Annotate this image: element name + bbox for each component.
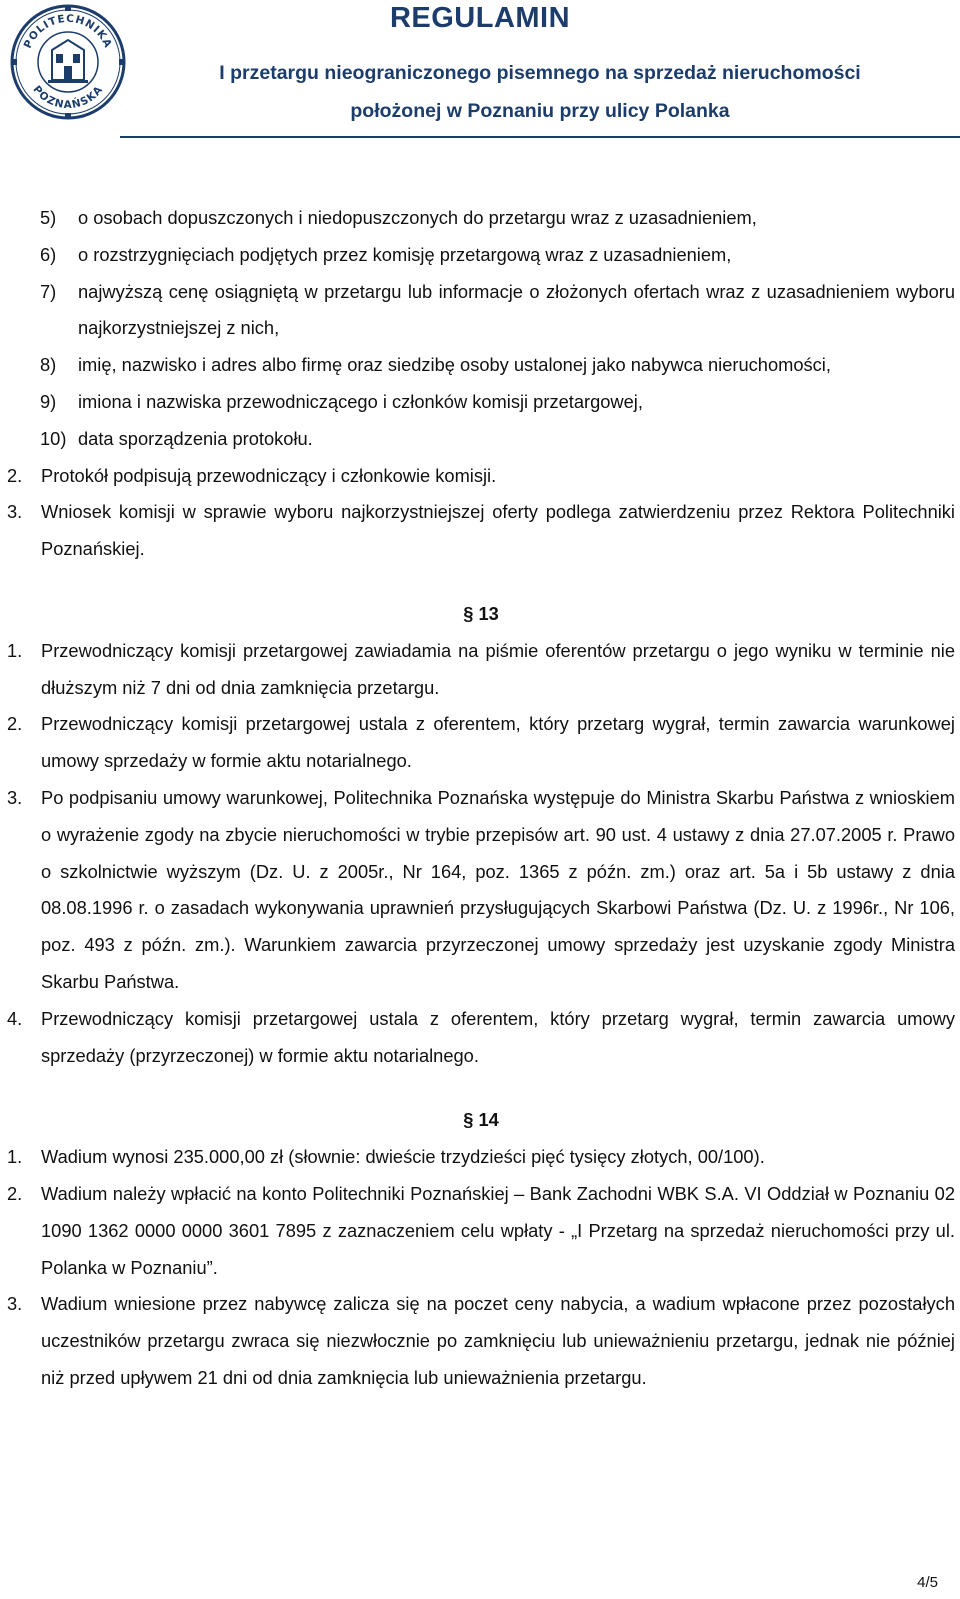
page-number: 4/5 bbox=[917, 1574, 938, 1591]
logo-text-top: POLITECHNIKA bbox=[21, 12, 115, 51]
list-item: 1. Wadium wynosi 235.000,00 zł (słownie: dwieście trzydzieści pięć tysięcy złotych, 00/100). bbox=[7, 1146, 765, 1168]
list-item: 9) imiona i nazwiska przewodniczącego i członków komisji przetargowej, bbox=[40, 390, 643, 412]
document-subtitle-line1: I przetargu nieograniczonego pisemnego na sprzedaż nieruchomości bbox=[219, 62, 861, 84]
list-item: 6) o rozstrzygnięciach podjętych przez komisję przetargową wraz z uzasadnieniem, bbox=[40, 243, 732, 265]
logo-text-bottom: POZNAŃSKA bbox=[30, 83, 106, 112]
section-13-heading: § 13 bbox=[463, 602, 499, 624]
section-14-heading: § 14 bbox=[463, 1109, 499, 1131]
header-divider bbox=[120, 136, 960, 138]
list-item: 7) najwyższą cenę osiągniętą w przetargu lub informacje o złożonych ofertach wraz z uzasadnieniem wyboru najkorzystniejszej z nich, bbox=[40, 280, 955, 339]
list-item: 2. Wadium należy wpłacić na konto Politechniki Poznańskiej – Bank Zachodni WBK S.A. VI Oddział w Poznaniu 02 1090 1362 0000 0000 3601 7895 z zaznaczeniem celu wpłaty - „I Przetarg na sprzedaż nieruchomości przy ul. Polanka w Poznaniu”. bbox=[7, 1182, 955, 1278]
document-header bbox=[0, 0, 960, 140]
document-subtitle-line2: położonej w Poznaniu przy ulicy Polanka bbox=[350, 100, 730, 122]
list-item: 2. Protokół podpisują przewodniczący i członkowie komisji. bbox=[7, 464, 497, 486]
list-item: 4. Przewodniczący komisji przetargowej ustala z oferentem, który przetarg wygrał, termin zawarcia umowy sprzedaży (przyrzeczonej) w formie aktu notarialnego. bbox=[7, 1007, 955, 1066]
list-item: 3. Wadium wniesione przez nabywcę zalicza się na poczet ceny nabycia, a wadium wpłacone przez pozostałych uczestników przetargu zwraca się niezwłocznie po zamknięciu lub unieważnieniu przetargu, jednak nie później niż przed upływem 21 dni od dnia zamknięcia lub unieważnienia przetargu. bbox=[7, 1293, 955, 1388]
list-item: 2. Przewodniczący komisji przetargowej ustala z oferentem, który przetarg wygrał, termin zawarcia warunkowej umowy sprzedaży w formie aktu notarialnego. bbox=[7, 713, 955, 772]
list-item: 3. Wniosek komisji w sprawie wyboru najkorzystniejszej oferty podlega zatwierdzeniu przez Rektora Politechniki Poznańskiej. bbox=[7, 501, 955, 560]
list-item: 3. Po podpisaniu umowy warunkowej, Politechnika Poznańska występuje do Ministra Skarbu Państwa z wnioskiem o wyrażenie zgody na zbycie nieruchomości w trybie przepisów art. 90 ust. 4 ustawy z dnia 27.07.2005 r. Prawo o szkolnictwie wyższym (Dz. U. z 2005r., Nr 164, poz. 1365 z późn. zm.) oraz art. 5a i 5b ustawy z dnia 08.08.1996 r. o zasadach wykonywania uprawnień przysługujących Skarbowi Państwa (Dz. U. z 1996r., Nr 106, poz. 493 z późn. zm.). Warunkiem zawarcia przyrzeczonej umowy sprzedaży jest uzyskanie zgody Ministra Skarbu Państwa. bbox=[7, 786, 955, 992]
list-item: 8) imię, nazwisko i adres albo firmę oraz siedzibę osoby ustalonej jako nabywca nieruchomości, bbox=[40, 354, 831, 376]
list-item: 5) o osobach dopuszczonych i niedopuszczonych do przetargu wraz z uzasadnieniem, bbox=[40, 207, 757, 228]
list-item: 1. Przewodniczący komisji przetargowej zawiadamia na piśmie oferentów przetargu o jego wyniku w terminie nie dłuższym niż 7 dni od dnia zamknięcia przetargu. bbox=[7, 639, 955, 698]
document-body bbox=[7, 200, 955, 1397]
list-item: 10) data sporządzenia protokołu. bbox=[40, 427, 313, 449]
document-title: REGULAMIN bbox=[389, 2, 571, 34]
